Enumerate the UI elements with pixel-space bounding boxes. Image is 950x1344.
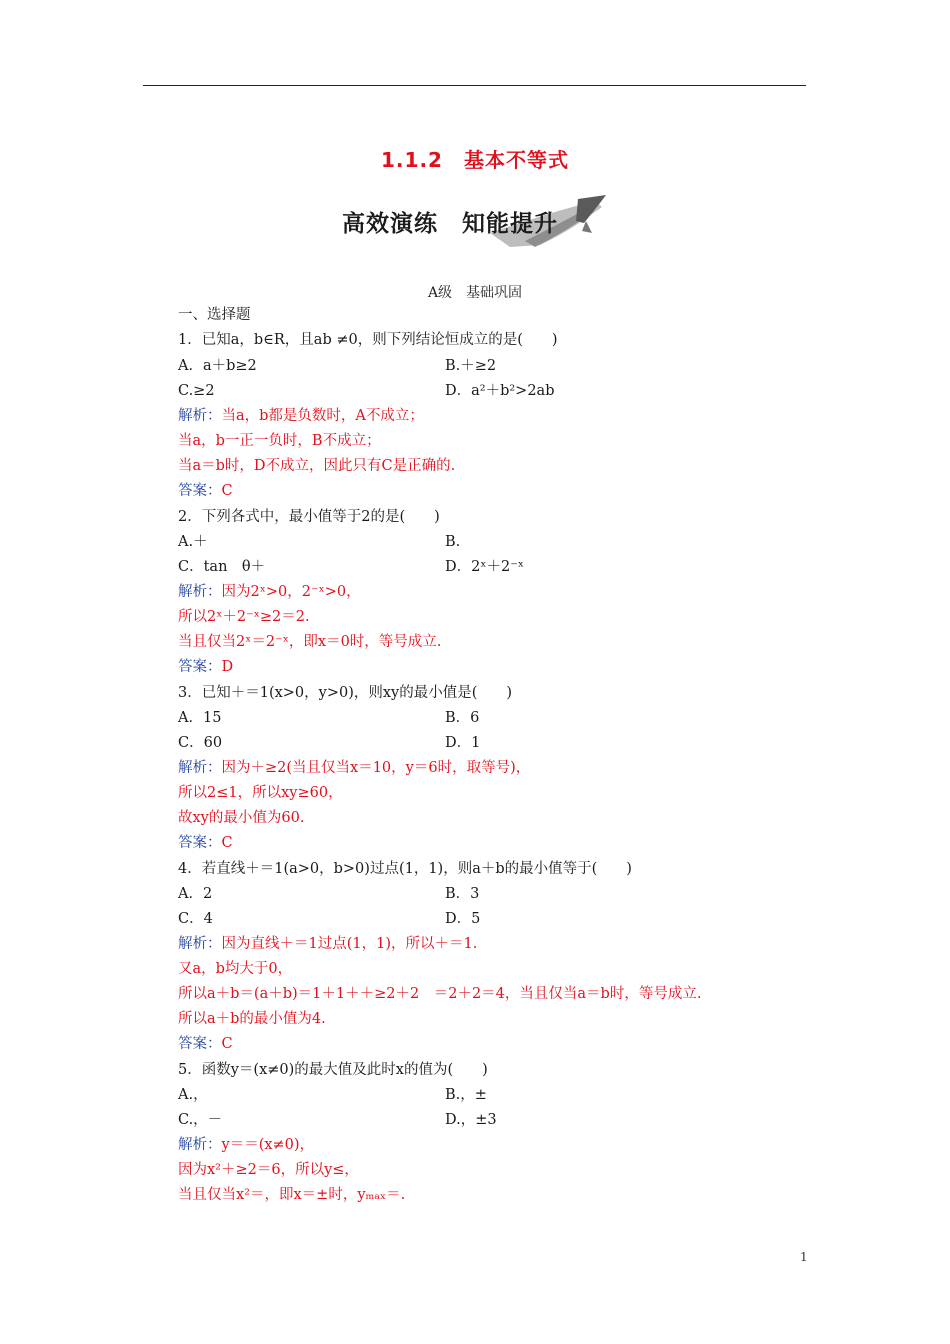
q4-option-c: C．4	[178, 911, 213, 927]
q5-stem: 5．函数y＝(x≠0)的最大值及此时x的值为( )	[178, 1062, 488, 1078]
q5-solution-line	[178, 1135, 314, 1155]
q2-solution-line	[178, 582, 361, 602]
q2-solution-line: 当且仅当2ˣ＝2⁻ˣ，即x＝0时，等号成立.	[178, 634, 442, 650]
q2-option-c: C．tan θ＋	[178, 559, 266, 575]
answer-label: 答案：	[178, 483, 222, 499]
q3-option-b: B．6	[445, 710, 480, 726]
header-rule	[143, 85, 806, 86]
answer-value: D	[221, 659, 234, 675]
answer-value: C	[221, 835, 233, 851]
q1-option-c: C.≥2	[178, 383, 215, 399]
page-title: 1.1.2 基本不等式	[381, 148, 569, 172]
level-heading: A级 基础巩固	[427, 285, 523, 301]
q5-option-c: C.，－	[178, 1112, 223, 1128]
q1-option-d: D．a²＋b²>2ab	[445, 383, 555, 399]
section-banner	[340, 193, 610, 253]
q1-solution-line: 当a＝b时，D不成立，因此只有C是正确的.	[178, 458, 456, 474]
q2-option-a: A.＋	[178, 534, 208, 550]
banner-title: 高效演练 知能提升	[342, 211, 558, 237]
solution-text: 因为2ˣ>0，2⁻ˣ>0，	[221, 584, 361, 600]
solution-label: 解析：	[178, 408, 222, 424]
answer-label: 答案：	[178, 1036, 222, 1052]
answer-value: C	[221, 1036, 233, 1052]
q1-answer	[178, 481, 233, 501]
section-heading: 一、选择题	[178, 307, 251, 323]
q1-option-a: A．a＋b≥2	[178, 358, 257, 374]
q2-solution-line: 所以2ˣ＋2⁻ˣ≥2＝2.	[178, 609, 310, 625]
q1-solution-line: 当a，b一正一负时，B不成立；	[178, 433, 381, 449]
solution-label: 解析：	[178, 936, 222, 952]
q5-option-a: A.，	[178, 1087, 208, 1103]
q2-stem: 2．下列各式中，最小值等于2的是( )	[178, 509, 440, 525]
answer-label: 答案：	[178, 659, 222, 675]
page-number: 1	[800, 1250, 808, 1264]
q2-option-b: B.	[445, 534, 461, 550]
q2-option-d: D．2ˣ＋2⁻ˣ	[445, 559, 525, 575]
answer-value: C	[221, 483, 233, 499]
q3-stem: 3．已知＋＝1(x>0，y>0)，则xy的最小值是( )	[178, 685, 513, 701]
q4-stem: 4．若直线＋＝1(a>0，b>0)过点(1，1)，则a＋b的最小值等于( )	[178, 861, 632, 877]
q3-answer	[178, 833, 233, 853]
solution-label: 解析：	[178, 1137, 222, 1153]
q4-answer	[178, 1034, 233, 1054]
answer-label: 答案：	[178, 835, 222, 851]
q3-solution-line	[178, 758, 530, 778]
q3-option-d: D．1	[445, 735, 481, 751]
q5-solution-line: 因为x²＋≥2＝6，所以y≤，	[178, 1162, 359, 1178]
q3-option-a: A．15	[178, 710, 222, 726]
q4-solution-line: 所以a＋b＝(a＋b)＝1＋1＋＋≥2＋2 ＝2＋2＝4，当且仅当a＝b时，等号成立.	[178, 986, 702, 1002]
q4-solution-line: 所以a＋b的最小值为4.	[178, 1011, 326, 1027]
solution-text: y＝＝(x≠0)，	[221, 1137, 315, 1153]
solution-label: 解析：	[178, 760, 222, 776]
solution-text: 因为直线＋＝1过点(1，1)，所以＋＝1.	[221, 936, 478, 952]
q5-option-d: D.，±3	[445, 1112, 497, 1128]
q2-answer	[178, 657, 233, 677]
q1-solution-line	[178, 406, 424, 426]
solution-text: 因为＋≥2(当且仅当x＝10，y＝6时，取等号)，	[221, 760, 531, 776]
q4-solution-line	[178, 934, 477, 954]
q5-option-b: B.，±	[445, 1087, 487, 1103]
q3-solution-line: 所以2≤1，所以xy≥60，	[178, 785, 343, 801]
q4-option-a: A．2	[178, 886, 213, 902]
q3-option-c: C．60	[178, 735, 223, 751]
q1-stem: 1．已知a，b∈R，且ab ≠0，则下列结论恒成立的是( )	[178, 332, 558, 348]
q5-solution-line: 当且仅当x²＝，即x＝±时，yₘₐₓ＝.	[178, 1187, 406, 1203]
q3-solution-line: 故xy的最小值为60.	[178, 810, 305, 826]
q1-option-b: B.＋≥2	[445, 358, 497, 374]
solution-label: 解析：	[178, 584, 222, 600]
q4-option-d: D．5	[445, 911, 481, 927]
q4-solution-line: 又a，b均大于0，	[178, 961, 293, 977]
q4-option-b: B．3	[445, 886, 480, 902]
solution-text: 当a，b都是负数时，A不成立；	[221, 408, 424, 424]
